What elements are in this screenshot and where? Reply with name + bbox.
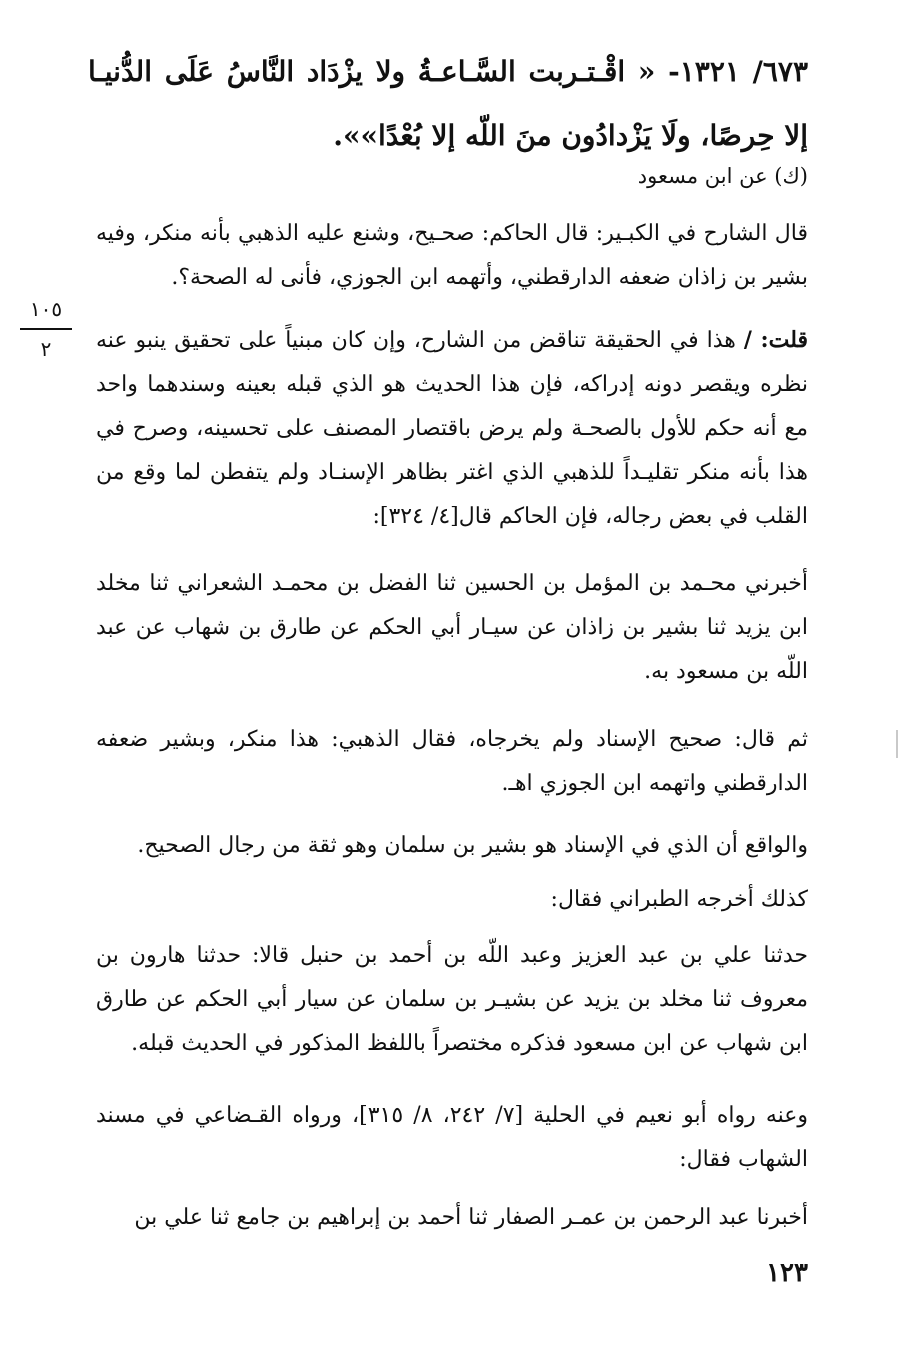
margin-note-rule [20,328,72,330]
paragraph-2 [96,318,808,539]
paragraph-9: أخبرنا عبد الرحمن بن عمـر الصفار ثنا أحمد بن إبراهيم بن جامع ثنا علي بن [134,1205,808,1230]
margin-volume-note [16,296,76,362]
hadith-source: (ك) عن ابن مسعود [637,164,808,188]
paragraph-8: وعنه رواه أبو نعيم في الحلية [٧/ ٢٤٢، ٨/ ٣١٥]، ورواه القـضاعي في مسند الشهاب فقال: [96,1103,809,1172]
paragraph-5: والواقع أن الذي في الإسناد هو بشير بن سلمان وهو ثقة من رجال الصحيح. [137,833,808,858]
scan-edge-mark [896,730,898,758]
hadith-heading: ٦٧٣/ ١٣٢١- « اقْـتـربت السَّـاعـةُ ولا يزْدَاد النَّاسُ عَلَى الدُّنيـا إلا حِرصًا، ولَا يَزْدادُون منَ اللّه إلا بُعْدًا»». [88,55,808,152]
paragraph-6: كذلك أخرجه الطبراني فقال: [550,887,808,912]
paragraph-3: أخبرني محـمد بن المؤمل بن الحسين ثنا الفضل بن محمـد الشعراني ثنا مخلد ابن يزيد ثنا بشير بن زاذان عن سيـار أبي الحكم عن طارق بن شهاب عن عبد اللّه بن مسعود به. [96,571,808,684]
paragraph-2-text: هذا في الحقيقة تناقض من الشارح، وإن كان مبنياً على تحقيق ينبو عنه نظره ويقصر دونه إدراكه، فإن هذا الحديث هو الذي قبله بعينه وسندهما واحد مع أنه حكم للأول بالصحـة ولم يرض باقتصار المصنف على تحسينه، وصرح في هذا بأنه منكر تقليـداً للذهبي الذي اغتر بظاهر الإسنـاد ولم يتفطن لما وقع من القلب في بعض رجاله، فإن الحاكم قال[٤/ ٣٢٤]: [96,328,808,529]
lead-word: قلت: / [743,327,809,353]
page-number: ١٢٣ [766,1258,808,1288]
paragraph-1: قال الشارح في الكبـير: قال الحاكم: صحـيح، وشنع عليه الذهبي بأنه منكر، وفيه بشير بن زاذان ضعفه الدارقطني، وأتهمه ابن الجوزي، فأنى له الصحة؟. [96,221,808,290]
margin-note-bottom: ٢ [40,337,52,361]
margin-note-top: ١٠٥ [29,297,63,321]
paragraph-7: حدثنا علي بن عبد العزيز وعبد اللّه بن أحمد بن حنبل قالا: حدثنا هارون بن معروف ثنا مخلد بن يزيد عن بشيـر بن سلمان عن سيار أبي الحكم عن طارق ابن شهاب عن ابن مسعود فذكره مختصراً باللفظ المذكور في الحديث قبله. [96,943,808,1056]
paragraph-4: ثم قال: صحيح الإسناد ولم يخرجاه، فقال الذهبي: هذا منكر، وبشير ضعفه الدارقطني واتهمه ابن الجوزي اهـ. [96,727,808,796]
